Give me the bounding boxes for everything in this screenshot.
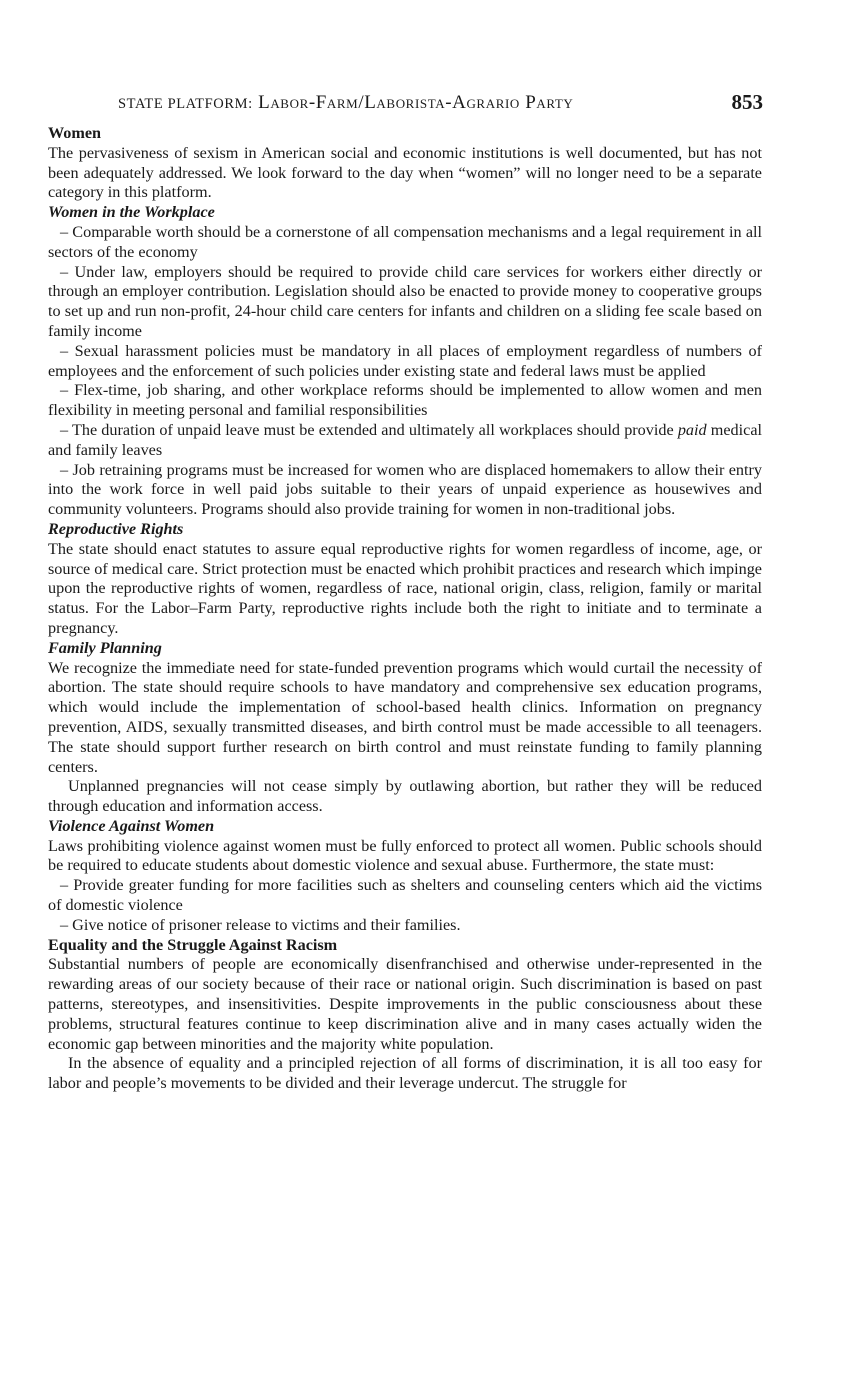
document-body bbox=[48, 124, 762, 1094]
list-item: – Under law, employers should be required to provide child care services for workers either directly or through an employer contribution. Legislation should also be enacted to provide money to cooperative groups to set up and run non-profit, 24-hour child care centers for infants and children on a sliding fee scale based on family income bbox=[48, 262, 762, 340]
leave-text-before: – The duration of unpaid leave must be extended and ultimately all workplaces should provide bbox=[60, 420, 678, 439]
paragraph-equality-2: In the absence of equality and a principled rejection of all forms of discrimination, it is all too easy for labor and people’s movements to be divided and their leverage undercut. The struggle for bbox=[48, 1054, 762, 1093]
list-item: – Give notice of prisoner release to victims and their families. bbox=[60, 915, 461, 934]
section-heading-women: Women bbox=[48, 124, 102, 142]
paragraph-women-intro: The pervasiveness of sexism in American social and economic institutions is well documented, but has not been adequately addressed. We look forward to the day when “women” will no longer need to be a separate category in this platform. bbox=[48, 143, 762, 202]
subsection-heading-violence: Violence Against Women bbox=[48, 816, 215, 835]
list-item: – Flex-time, job sharing, and other workplace reforms should be implemented to allow women and men flexibility in meeting personal and familial responsibilities bbox=[48, 381, 762, 420]
running-title-prefix: STATE PLATFORM: bbox=[118, 96, 253, 112]
list-item: – Job retraining programs must be increased for women who are displaced homemakers to allow their entry into the work force in well paid jobs suitable to their years of unpaid experience as housewives and community volunteers. Programs should also provide training for women in non-traditional jobs. bbox=[48, 460, 762, 519]
paragraph-equality-1: Substantial numbers of people are economically disenfranchised and otherwise under-represented in the rewarding areas of our society because of their race or national origin. Such discrimination is based on past patterns, stereotypes, and insensitivities. Despite improvements in the public consciousness about these problems, structural features continue to keep discrimination alive and in many cases actually widen the economic gap between minorities and the majority white population. bbox=[48, 955, 762, 1053]
subsection-heading-family-planning: Family Planning bbox=[48, 638, 162, 657]
section-heading-equality: Equality and the Struggle Against Racism bbox=[48, 935, 338, 954]
list-item: – Sexual harassment policies must be mandatory in all places of employment regardless of numbers of employees and the enforcement of such policies under existing state and federal laws must be applied bbox=[48, 341, 762, 380]
list-item-leave bbox=[48, 421, 762, 461]
running-header bbox=[118, 92, 763, 124]
page-number: 853 bbox=[731, 90, 763, 114]
paragraph-family-planning-2: Unplanned pregnancies will not cease simply by outlawing abortion, but rather they will be reduced through education and information access. bbox=[48, 777, 762, 816]
list-item: – Provide greater funding for more facilities such as shelters and counseling centers which aid the victims of domestic violence bbox=[48, 876, 762, 915]
leave-text-after: medical and family leaves bbox=[48, 420, 762, 459]
paragraph-violence: Laws prohibiting violence against women must be fully enforced to protect all women. Public schools should be required to educate students about domestic violence and sexual abuse. Furthermore, the state must: bbox=[48, 836, 762, 875]
subsection-heading-workplace: Women in the Workplace bbox=[48, 203, 215, 222]
leave-text-emphasis: paid bbox=[677, 420, 707, 439]
running-title bbox=[118, 92, 573, 113]
paragraph-family-planning-1: We recognize the immediate need for state-funded prevention programs which would curtail the necessity of abortion. The state should require schools to have mandatory and comprehensive sex education programs, which would include the implementation of school-based health clinics. Information on pregnancy prevention, AIDS, sexually transmitted diseases, and birth control must be made accessible to all teenagers. The state should support further research on birth control and must reinstate funding to family planning centers. bbox=[48, 658, 762, 776]
subsection-heading-reproductive: Reproductive Rights bbox=[48, 519, 184, 538]
list-item: – Comparable worth should be a cornerstone of all compensation mechanisms and a legal requirement in all sectors of the economy bbox=[48, 222, 762, 261]
running-title-party: Labor-Farm/Laborista-Agrario Party bbox=[258, 92, 574, 113]
paragraph-reproductive: The state should enact statutes to assure equal reproductive rights for women regardless of income, age, or source of medical care. Strict protection must be enacted which prohibit practices and research which impinge upon the reproductive rights of women, regardless of race, national origin, class, religion, family or marital status. For the Labor–Farm Party, reproductive rights include both the right to initiate and to terminate a pregnancy. bbox=[48, 539, 762, 637]
